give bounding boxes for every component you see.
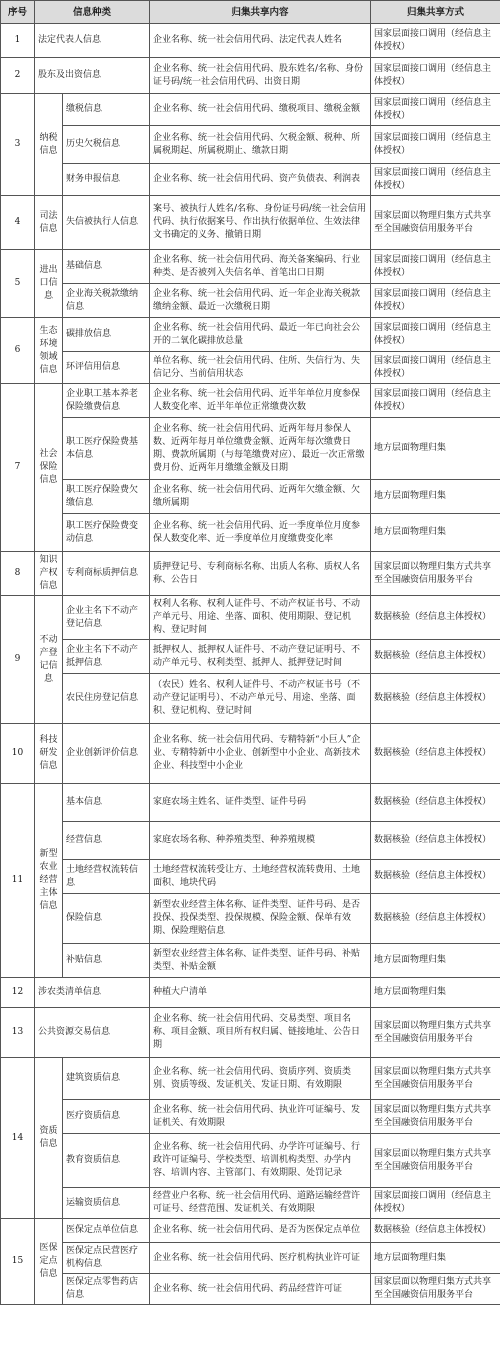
row-content: 新型农业经营主体名称、证件类型、证件号码、是否投保、投保类型、投保规模、保险金额、保单有效期、保险理赔信息 [150, 894, 371, 944]
table-row [1, 640, 500, 674]
table-row [1, 1219, 500, 1243]
row-subcategory: 失信被执行人信息 [63, 196, 150, 250]
row-category: 知识产权信息 [35, 552, 63, 596]
row-subcategory: 财务申报信息 [63, 164, 150, 196]
row-seq: 2 [1, 58, 35, 94]
row-content: 企业名称、统一社会信用代码、是否为医保定点单位 [150, 1219, 371, 1243]
row-content: 企业名称、统一社会信用代码、海关备案编码、行业种类、是否被列入失信名单、首笔出口日期 [150, 250, 371, 284]
row-category: 资质信息 [35, 1058, 63, 1219]
row-subcategory: 医保定点民营医疗机构信息 [63, 1243, 150, 1274]
table-row [1, 978, 500, 1008]
table-row [1, 284, 500, 318]
row-content: 企业名称、统一社会信用代码、执业许可证编号、发证机关、有效期限 [150, 1100, 371, 1134]
row-method: 数据核验（经信息主体授权） [371, 860, 500, 894]
row-method: 国家层面接口调用（经信息主体授权） [371, 284, 500, 318]
row-content: 企业名称、统一社会信用代码、交易类型、项目名称、项目金额、项目所有权归属、链接地址、公告日期 [150, 1008, 371, 1058]
row-subcategory: 基本信息 [63, 784, 150, 822]
row-subcategory: 农民住房登记信息 [63, 674, 150, 724]
row-subcategory: 环评信用信息 [63, 352, 150, 384]
header-seq: 序号 [1, 1, 35, 24]
row-subcategory: 企业主名下不动产抵押信息 [63, 640, 150, 674]
row-category: 法定代表人信息 [35, 24, 150, 58]
row-subcategory: 职工医疗保险费变动信息 [63, 514, 150, 552]
row-content: 企业名称、统一社会信用代码、缴税项目、缴税金额 [150, 94, 371, 126]
row-method: 地方层面物理归集 [371, 514, 500, 552]
table-row [1, 126, 500, 164]
header-category: 信息种类 [35, 1, 150, 24]
row-content: 企业名称、统一社会信用代码、专精特新“小巨人”企业、专精特新中小企业、创新型中小企业、高新技术企业、科技型中小企业 [150, 724, 371, 784]
row-seq: 12 [1, 978, 35, 1008]
row-category: 不动产登记信息 [35, 596, 63, 724]
table-row [1, 164, 500, 196]
row-seq: 11 [1, 784, 35, 978]
row-subcategory: 医保定点零售药店信息 [63, 1274, 150, 1305]
row-subcategory: 企业海关税款缴纳信息 [63, 284, 150, 318]
table-body [1, 24, 500, 1305]
table-row [1, 1058, 500, 1100]
row-method: 国家层面接口调用（经信息主体授权） [371, 24, 500, 58]
row-seq: 1 [1, 24, 35, 58]
row-method: 数据核验（经信息主体授权） [371, 894, 500, 944]
table-row [1, 58, 500, 94]
row-content: 企业名称、统一社会信用代码、资产负债表、利润表 [150, 164, 371, 196]
row-subcategory: 经营信息 [63, 822, 150, 860]
row-method: 地方层面物理归集 [371, 418, 500, 480]
table-row [1, 944, 500, 978]
row-content: 权利人名称、权利人证件号、不动产权证书号、不动产单元号、用途、坐落、面积、使用期限、登记机构、登记时间 [150, 596, 371, 640]
row-content: 新型农业经营主体名称、证件类型、证件号码、补贴类型、补贴金额 [150, 944, 371, 978]
table-row [1, 250, 500, 284]
table-row [1, 1188, 500, 1219]
row-method: 国家层面接口调用（经信息主体授权） [371, 250, 500, 284]
row-seq: 8 [1, 552, 35, 596]
header-content: 归集共享内容 [150, 1, 371, 24]
row-method: 地方层面物理归集 [371, 944, 500, 978]
table-row [1, 384, 500, 418]
table-row [1, 94, 500, 126]
row-subcategory: 企业职工基本养老保险缴费信息 [63, 384, 150, 418]
row-subcategory: 历史欠税信息 [63, 126, 150, 164]
row-content: 单位名称、统一社会信用代码、住所、失信行为、失信记分、当前信用状态 [150, 352, 371, 384]
row-subcategory: 运输资质信息 [63, 1188, 150, 1219]
row-method: 国家层面接口调用（经信息主体授权） [371, 384, 500, 418]
row-subcategory: 医保定点单位信息 [63, 1219, 150, 1243]
row-subcategory: 建筑资质信息 [63, 1058, 150, 1100]
row-method: 国家层面以物理归集方式共享至全国融资信用服务平台 [371, 552, 500, 596]
row-method: 国家层面接口调用（经信息主体授权） [371, 352, 500, 384]
row-content: 企业名称、统一社会信用代码、医疗机构执业许可证 [150, 1243, 371, 1274]
row-category: 公共资源交易信息 [35, 1008, 150, 1058]
table-row [1, 1243, 500, 1274]
row-category: 科技研发信息 [35, 724, 63, 784]
table-row [1, 894, 500, 944]
row-subcategory: 职工医疗保险费基本信息 [63, 418, 150, 480]
row-subcategory: 教育资质信息 [63, 1134, 150, 1188]
row-content: 土地经营权流转受让方、土地经营权流转费用、土地面积、地块代码 [150, 860, 371, 894]
row-subcategory: 碳排放信息 [63, 318, 150, 352]
row-subcategory: 补贴信息 [63, 944, 150, 978]
row-method: 国家层面以物理归集方式共享至全国融资信用服务平台 [371, 1008, 500, 1058]
row-method: 数据核验（经信息主体授权） [371, 640, 500, 674]
table-row [1, 1274, 500, 1305]
row-subcategory: 基础信息 [63, 250, 150, 284]
row-seq: 7 [1, 384, 35, 552]
row-method: 国家层面以物理归集方式共享至全国融资信用服务平台 [371, 1100, 500, 1134]
row-category: 进出口信息 [35, 250, 63, 318]
row-method: 国家层面以物理归集方式共享至全国融资信用服务平台 [371, 196, 500, 250]
row-subcategory: 职工医疗保险费欠缴信息 [63, 480, 150, 514]
row-category: 医保定点信息 [35, 1219, 63, 1305]
row-method: 数据核验（经信息主体授权） [371, 822, 500, 860]
row-subcategory: 土地经营权流转信息 [63, 860, 150, 894]
row-method: 国家层面接口调用（经信息主体授权） [371, 58, 500, 94]
row-method: 国家层面以物理归集方式共享至全国融资信用服务平台 [371, 1274, 500, 1305]
row-subcategory: 保险信息 [63, 894, 150, 944]
row-content: 案号、被执行人姓名/名称、身份证号码/统一社会信用代码、执行依据案号、作出执行依据单位、生效法律文书确定的义务、撤销日期 [150, 196, 371, 250]
row-content: 企业名称、统一社会信用代码、资质序列、资质类别、资质等级、发证机关、发证日期、有效期限 [150, 1058, 371, 1100]
row-seq: 6 [1, 318, 35, 384]
row-content: 企业名称、统一社会信用代码、近一季度单位月度参保人数变化率、近一季度单位月度缴费变化率 [150, 514, 371, 552]
row-content: 企业名称、统一社会信用代码、办学许可证编号、行政许可证编号、学校类型、培训机构类型、办学内容、培训内容、主管部门、有效期限、处罚记录 [150, 1134, 371, 1188]
row-seq: 13 [1, 1008, 35, 1058]
table-row [1, 1134, 500, 1188]
row-method: 国家层面接口调用（经信息主体授权） [371, 1188, 500, 1219]
row-category: 股东及出资信息 [35, 58, 150, 94]
table-row [1, 24, 500, 58]
row-method: 国家层面以物理归集方式共享至全国融资信用服务平台 [371, 1058, 500, 1100]
row-seq: 9 [1, 596, 35, 724]
row-seq: 5 [1, 250, 35, 318]
row-method: 地方层面物理归集 [371, 480, 500, 514]
row-category: 新型农业经营主体信息 [35, 784, 63, 978]
table-row [1, 552, 500, 596]
table-row [1, 418, 500, 480]
table-row [1, 822, 500, 860]
row-seq: 14 [1, 1058, 35, 1219]
row-content: 企业名称、统一社会信用代码、最近一年已向社会公开的二氧化碳排放总量 [150, 318, 371, 352]
row-seq: 3 [1, 94, 35, 196]
row-category: 生态环境领域信息 [35, 318, 63, 384]
row-content: 企业名称、统一社会信用代码、近半年单位月度参保人数变化率、近半年单位正常缴费次数 [150, 384, 371, 418]
table-row [1, 674, 500, 724]
table-row [1, 480, 500, 514]
row-method: 数据核验（经信息主体授权） [371, 1219, 500, 1243]
row-subcategory: 专利商标质押信息 [63, 552, 150, 596]
table-row [1, 784, 500, 822]
row-method: 国家层面接口调用（经信息主体授权） [371, 318, 500, 352]
table-row [1, 514, 500, 552]
row-content: 抵押权人、抵押权人证件号、不动产登记证明号、不动产单元号、权利类型、抵押人、抵押登记时间 [150, 640, 371, 674]
row-method: 国家层面接口调用（经信息主体授权） [371, 164, 500, 196]
header-method: 归集共享方式 [371, 1, 500, 24]
row-method: 地方层面物理归集 [371, 978, 500, 1008]
row-category: 涉农类清单信息 [35, 978, 150, 1008]
table-row [1, 596, 500, 640]
row-content: 家庭农场主姓名、证件类型、证件号码 [150, 784, 371, 822]
row-method: 数据核验（经信息主体授权） [371, 674, 500, 724]
table-row [1, 352, 500, 384]
row-category: 司法信息 [35, 196, 63, 250]
row-seq: 15 [1, 1219, 35, 1305]
table-row [1, 1100, 500, 1134]
row-content: 企业名称、统一社会信用代码、近两年欠缴金额、欠缴所属期 [150, 480, 371, 514]
row-content: 质押登记号、专利商标名称、出质人名称、质权人名称、公告日 [150, 552, 371, 596]
table-row [1, 196, 500, 250]
row-method: 数据核验（经信息主体授权） [371, 724, 500, 784]
row-content: （农民）姓名、权利人证件号、不动产权证书号（不动产登记证明号）、不动产单元号、用途、坐落、面积、登记机构、登记时间 [150, 674, 371, 724]
row-method: 国家层面接口调用（经信息主体授权） [371, 94, 500, 126]
row-subcategory: 企业主名下不动产登记信息 [63, 596, 150, 640]
table-header-row [1, 1, 500, 24]
table-row [1, 724, 500, 784]
row-seq: 10 [1, 724, 35, 784]
row-category: 纳税信息 [35, 94, 63, 196]
row-subcategory: 医疗资质信息 [63, 1100, 150, 1134]
row-content: 企业名称、统一社会信用代码、近一年企业海关税款缴纳金额、最近一次缴税日期 [150, 284, 371, 318]
table-row [1, 318, 500, 352]
table-row [1, 1008, 500, 1058]
row-method: 数据核验（经信息主体授权） [371, 596, 500, 640]
row-content: 经营业户名称、统一社会信用代码、道路运输经营许可证号、经营范围、发证机关、有效期限 [150, 1188, 371, 1219]
row-content: 种植大户清单 [150, 978, 371, 1008]
row-subcategory: 缴税信息 [63, 94, 150, 126]
row-subcategory: 企业创新评价信息 [63, 724, 150, 784]
row-method: 国家层面接口调用（经信息主体授权） [371, 126, 500, 164]
row-content: 家庭农场名称、种养殖类型、种养殖规模 [150, 822, 371, 860]
row-method: 国家层面以物理归集方式共享至全国融资信用服务平台 [371, 1134, 500, 1188]
row-content: 企业名称、统一社会信用代码、法定代表人姓名 [150, 24, 371, 58]
row-content: 企业名称、统一社会信用代码、股东姓名/名称、身份证号码/统一社会信用代码、出资日期 [150, 58, 371, 94]
row-seq: 4 [1, 196, 35, 250]
row-method: 地方层面物理归集 [371, 1243, 500, 1274]
table-row [1, 860, 500, 894]
row-category: 社会保险信息 [35, 384, 63, 552]
row-method: 数据核验（经信息主体授权） [371, 784, 500, 822]
row-content: 企业名称、统一社会信用代码、欠税金额、税种、所属税期起、所属税期止、缴款日期 [150, 126, 371, 164]
row-content: 企业名称、统一社会信用代码、药品经营许可证 [150, 1274, 371, 1305]
row-content: 企业名称、统一社会信用代码、近两年每月参保人数、近两年每月单位缴费金额、近两年每次缴费日期、费款所属期（与每笔缴费对应）、最近一次正常缴费月份、近两年月缴缴金额及日期 [150, 418, 371, 480]
